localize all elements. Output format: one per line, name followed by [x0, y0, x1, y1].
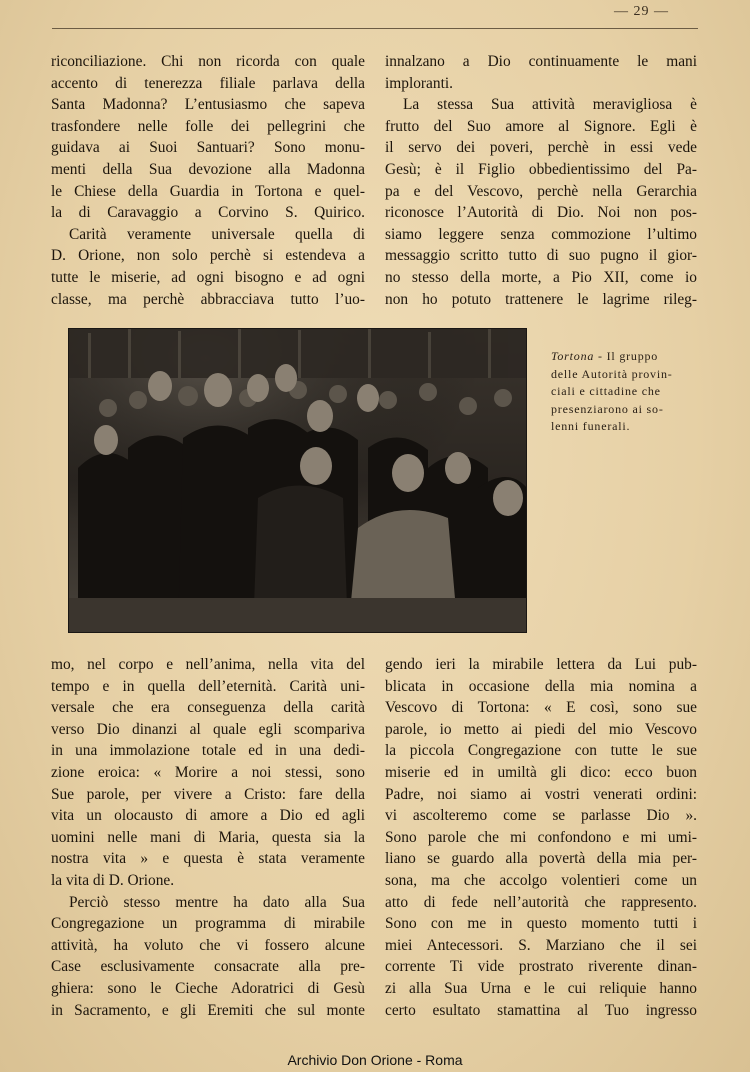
text-line: mo, nel corpo e nell’anima, nella vita del	[51, 656, 365, 673]
caption-place: Tortona	[551, 349, 595, 363]
text-line: siamo leggere senza commozione l’ultimo	[385, 225, 697, 243]
text-line: nostra vita » e questa è stata veramente	[51, 850, 365, 868]
text-line: certo esultato stamattina al Tuo ingresso	[385, 1001, 697, 1019]
funeral-photograph	[68, 328, 527, 633]
text-line: Sono con me in questo momento tutti i	[385, 915, 697, 933]
text-line: riconosce l’Autorità di Dio. Noi non pos-	[385, 204, 697, 222]
text-line: gendo ieri la mirabile lettera da Lui pub-	[385, 656, 697, 673]
caption-first-rest: - Il gruppo	[594, 349, 659, 363]
text-line: in una immolazione totale ed in una dedi-	[51, 742, 365, 760]
text-line: corrente Ti vide prostrato riverente dinan-	[385, 958, 697, 976]
text-line: tutte le miserie, ad ogni bisogno e ad ogni	[51, 268, 365, 286]
text-line: miei Antecessori. S. Marziano che il sei	[385, 936, 697, 954]
text-line: zione eroica: « Morire a noi stessi, sono	[51, 763, 365, 781]
text-line: zi alla Sua Urna e le cui reliquie hanno	[385, 979, 697, 997]
text-line: guidava ai Suoi Santuari? Sono monu-	[51, 139, 365, 157]
text-line: Sono parole che mi confondono e mi umi-	[385, 828, 697, 846]
text-line: accento di tenerezza filiale parlava della	[51, 74, 365, 92]
text-line: in Sacramento, e gli Eremiti che sul monte	[51, 1001, 365, 1019]
text-line: innalzano a Dio continuamente le mani	[385, 53, 697, 70]
caption-line: delle Autorità provin-	[551, 366, 673, 381]
text-line: Gesù; è il Figlio obbedientissimo del Pa-	[385, 160, 697, 178]
text-line: sona, ma che accolgo volentieri come un	[385, 871, 697, 889]
caption-line: lenni funerali.	[551, 419, 631, 433]
caption-line	[551, 348, 701, 366]
text-line: classe, ma perchè abbracciava tutto l’uo-	[51, 290, 365, 308]
text-line: pa e del Vescovo, perchè nella Gerarchia	[385, 182, 697, 200]
text-column-bottom-left	[51, 654, 365, 1021]
text-line: liano se guardo alla povertà della mia per-	[385, 850, 697, 868]
text-line: La stessa Sua attività meravigliosa è	[403, 96, 697, 114]
archive-footer: Archivio Don Orione - Roma	[287, 1052, 463, 1068]
text-line: la vita di D. Orione.	[51, 871, 175, 889]
text-line: D. Orione, non solo perchè si estendeva a	[51, 247, 365, 265]
text-line: Padre, noi siamo ai vostri venerati ordini:	[385, 785, 697, 803]
text-line: atto di fede nell’autorità che rappresento.	[385, 893, 697, 911]
text-column-top-left	[51, 51, 365, 310]
text-column-bottom-right	[385, 654, 697, 1021]
text-line: trasfondere nelle folle dei pellegrini che	[51, 117, 365, 135]
text-line: la di Caravaggio a Corvino S. Quirico.	[51, 204, 365, 222]
text-line: vita un olocausto di amore a Dio ed agli	[51, 807, 365, 825]
text-line: menti della Sua devozione alla Madonna	[51, 160, 365, 178]
text-line: attività, ha voluto che vi fossero alcune	[51, 936, 365, 954]
text-line: versale che era conseguenza della carità	[51, 699, 365, 717]
text-line: miserie ed in umiltà gli dico: ecco buon	[385, 763, 697, 781]
text-line: verso Dio dinanzi al quale egli scompariva	[51, 720, 365, 738]
text-line: parole, io metto ai piedi del mio Vescovo	[385, 720, 697, 738]
text-line: messaggio scritto tutto di suo pugno il gior-	[385, 247, 697, 265]
text-line: Congregazione un programma di mirabile	[51, 915, 365, 933]
photograph-illustration	[68, 328, 527, 633]
text-line: il servo dei poveri, perchè in essi vede	[385, 139, 697, 157]
header-rule	[52, 28, 698, 29]
text-line: frutto del Suo amore al Signore. Egli è	[385, 117, 697, 135]
text-line: Vescovo di Tortona: « E così, sono sue	[385, 699, 697, 717]
text-line: uomini nelle mani di Maria, questa sia la	[51, 828, 365, 846]
page-number: — 29 —	[614, 4, 669, 19]
text-line: non ho potuto trattenere le lagrime rileg-	[385, 290, 697, 308]
text-line: imploranti.	[385, 74, 453, 92]
text-line: la piccola Congregazione con tutte le sue	[385, 742, 697, 760]
caption-line: presenziarono ai so-	[551, 401, 664, 416]
text-line: vi ascolteremo come se parlasse Dio ».	[385, 807, 697, 825]
text-line: Carità veramente universale quella di	[69, 225, 365, 243]
text-line: no stesso della morte, a Pio XII, come io	[385, 268, 697, 286]
text-column-top-right	[385, 51, 697, 310]
text-line: tempo e in quella dell’eternità. Carità uni-	[51, 677, 365, 695]
text-line: le Chiese della Guardia in Tortona e quel-	[51, 182, 365, 200]
text-line: Case esclusivamente consacrate alla pre-	[51, 958, 365, 976]
text-line: Perciò stesso mentre ha dato alla Sua	[69, 893, 365, 911]
text-line: Santa Madonna? L’entusiasmo che sapeva	[51, 96, 365, 114]
caption-line: ciali e cittadine che	[551, 384, 661, 398]
text-line: ghiera: sono le Cieche Adoratrici di Gesù	[51, 979, 365, 997]
text-line: Sue parole, per vivere a Cristo: fare della	[51, 785, 365, 803]
text-line: blicata in occasione della mia nomina a	[385, 677, 697, 695]
text-line: riconciliazione. Chi non ricorda con quale	[51, 53, 365, 70]
photo-caption	[551, 348, 701, 436]
